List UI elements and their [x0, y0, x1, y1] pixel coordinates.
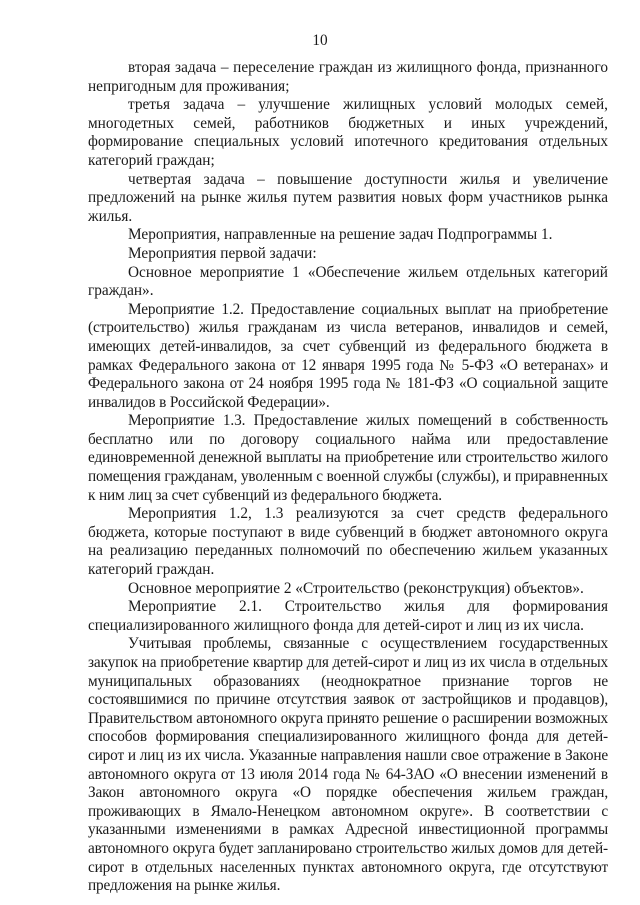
paragraph-third-task: третья задача – улучшение жилищных условий молодых семей, многодетных семей, работников бюджетных и иных учреждений, формирование специальных условий ипотечного кредитования отдельных категорий граждан;	[88, 96, 608, 169]
document-body	[88, 59, 608, 896]
paragraph-main-measure-1: Основное мероприятие 1 «Обеспечение жильем отдельных категорий граждан».	[88, 263, 608, 300]
paragraph-fourth-task: четвертая задача – повышение доступности жилья и увеличение предложений на рынке жилья путем развития новых форм участников рынка жилья.	[88, 170, 608, 225]
paragraph-second-task: вторая задача – переселение граждан из жилищного фонда, признанного непригодным для проживания;	[88, 59, 608, 95]
paragraph-orphans-housing: Учитывая проблемы, связанные с осуществлением государственных закупок на приобретение квартир для детей-сирот и лиц из их числа в отдельных муниципальных образованиях (неоднократное признание торгов не состоявшимися по причине отсутствия заявок от застройщиков и продавцов), Правительством автономного округа принято решение о расширении возможных способов формирования специализированного жилищного фонда для детей-сирот и лиц из их числа. Указанные направления нашли свое отражение в Законе автономного округа от 13 июля 2014 года № 64-ЗАО «О внесении изменений в Закон автономного округа «О порядке обеспечения жильем граждан, проживающих в Ямало-Ненецком автономном округе». В соответствии с указанными изменениями в рамках Адресной инвестиционной программы автономного округа будет запланировано строительство жилых домов для детей-сирот в отдельных населенных пунктах автономного округа, где отсутствуют предложения на рынке жилья.	[88, 635, 608, 895]
paragraph-measures-heading: Мероприятия, направленные на решение задач Подпрограммы 1.	[128, 226, 553, 244]
paragraph-first-task-measures: Мероприятия первой задачи:	[128, 244, 317, 262]
paragraph-measure-2-1: Мероприятие 2.1. Строительство жилья для формирования специализированного жилищного фонда для детей-сирот и лиц из их числа.	[88, 598, 608, 634]
paragraph-main-measure-2: Основное мероприятие 2 «Строительство (реконструкция) объектов».	[128, 579, 584, 597]
page-number: 10	[312, 32, 328, 49]
paragraph-measure-1-2: Мероприятие 1.2. Предоставление социальных выплат на приобретение (строительство) жилья гражданам из числа ветеранов, инвалидов и семей, имеющих детей-инвалидов, за счет субвенций из федерального бюджета в рамках Федерального закона от 12 января 1995 года № 5-ФЗ «О ветеранах» и Федерального закона от 24 ноября 1995 года № 181-ФЗ «О социальной защите инвалидов в Российской Федерации».	[88, 300, 608, 411]
paragraph-measures-funding: Мероприятия 1.2, 1.3 реализуются за счет средств федерального бюджета, которые поступают в виде субвенций в бюджет автономного округа на реализацию переданных полномочий по обеспечению жильем указанных категорий граждан.	[88, 505, 608, 579]
paragraph-measure-1-3: Мероприятие 1.3. Предоставление жилых помещений в собственность бесплатно или по договору социального найма или предоставление единовременной денежной выплаты на приобретение или строительство жилого помещения гражданам, уволенным с военной службы (службы), и приравненных к ним лиц за счет субвенций из федерального бюджета.	[88, 412, 608, 504]
